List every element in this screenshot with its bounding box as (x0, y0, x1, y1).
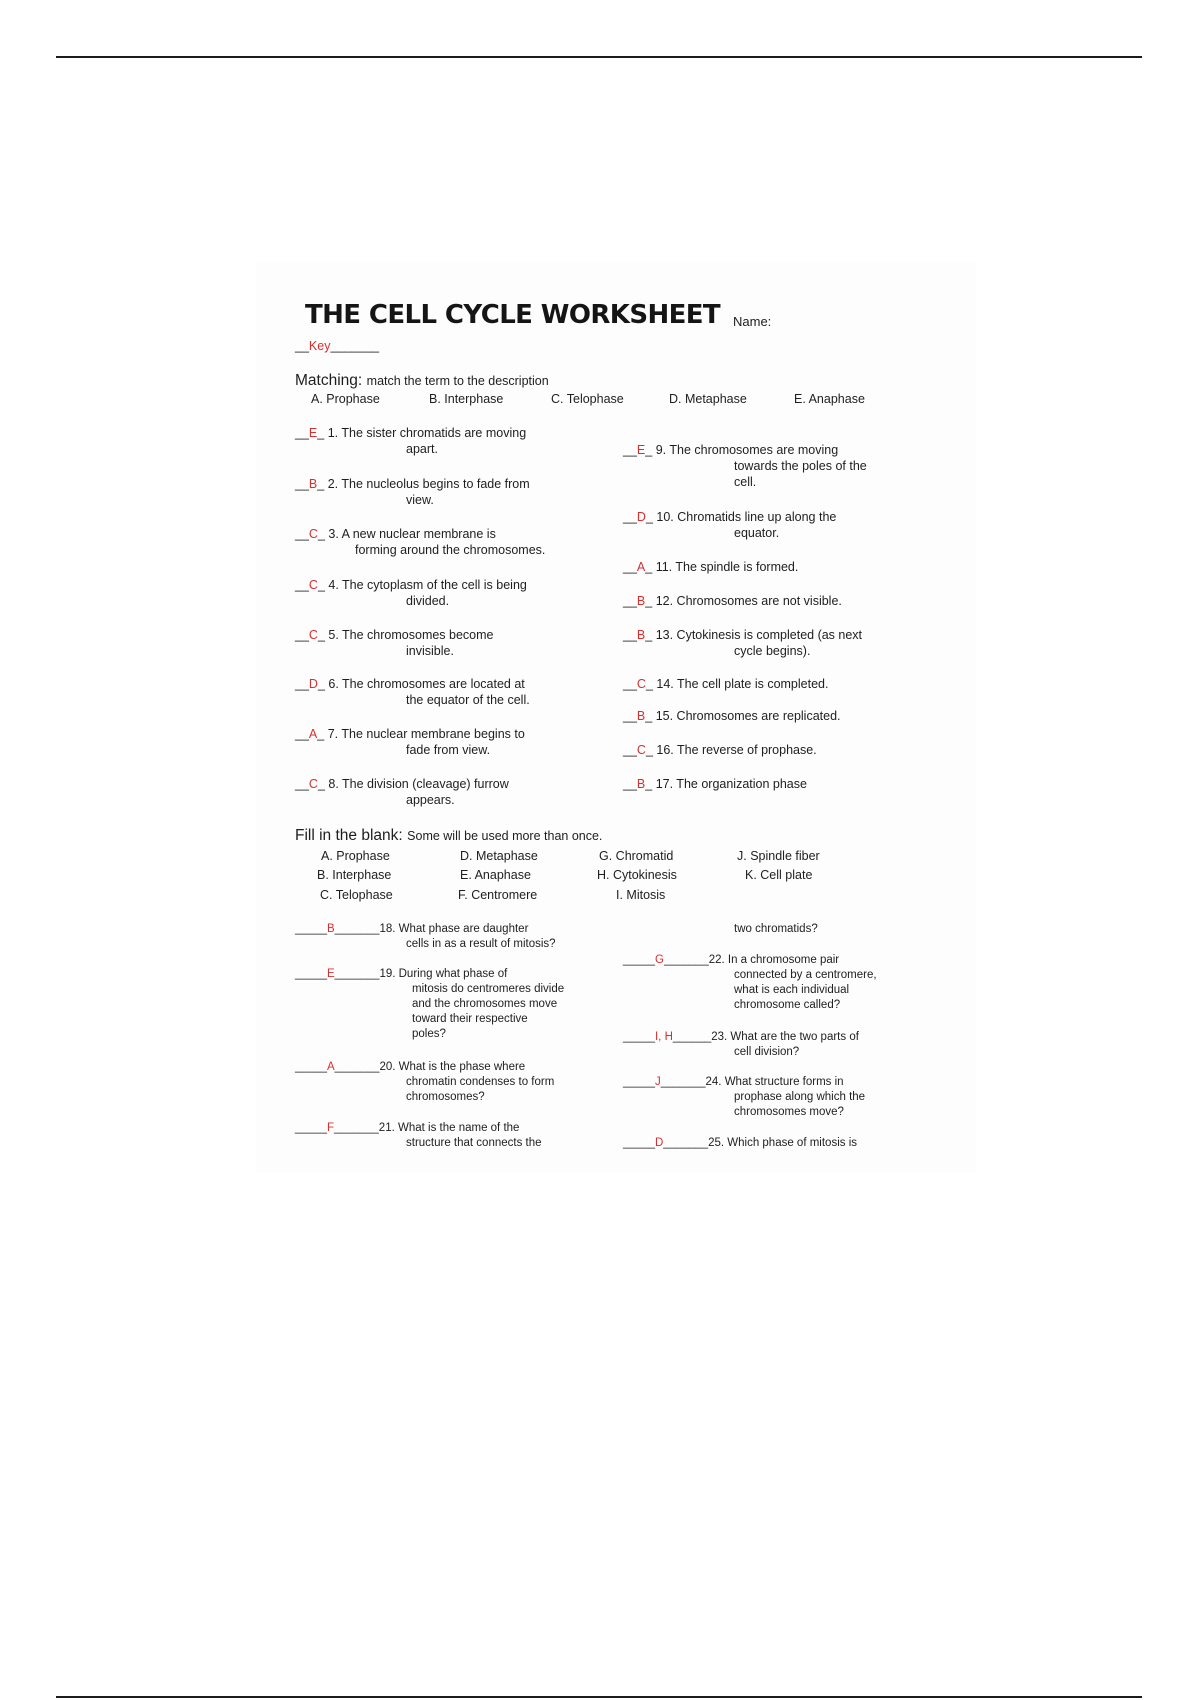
fill-in-option: C. Telophase (320, 888, 393, 902)
matching-question: __D_ 6. The chromosomes are located at the equator of the cell. (295, 677, 530, 707)
matching-question: __B_ 17. The organization phase (623, 777, 807, 791)
matching-question: __B_ 12. Chromosomes are not visible. (623, 594, 842, 608)
matching-option: B. Interphase (429, 392, 504, 406)
fill-in-option: E. Anaphase (460, 868, 531, 882)
answer: C (308, 578, 318, 592)
matching-question: __D_ 10. Chromatids line up along the equator. (623, 510, 837, 540)
answer: A (326, 1061, 335, 1073)
answer: G (654, 954, 664, 966)
answer: D (654, 1137, 664, 1149)
key-line: __Key_______ (295, 339, 380, 353)
answer: A (636, 560, 646, 574)
matching-question: __A_ 7. The nuclear membrane begins to fade from view. (295, 727, 525, 757)
matching-option: A. Prophase (311, 392, 380, 406)
fill-in-option: A. Prophase (321, 849, 390, 863)
matching-instruction: match the term to the description (366, 374, 549, 388)
answer: D (308, 677, 318, 691)
fill-in-question: _____D_______25. Which phase of mitosis is (623, 1137, 857, 1149)
worksheet-title: THE CELL CYCLE WORKSHEET (305, 300, 721, 330)
matching-question: __C_ 16. The reverse of prophase. (623, 743, 817, 757)
fill-in-option: D. Metaphase (460, 849, 538, 863)
matching-heading: Matching: (295, 372, 363, 389)
matching-question: __C_ 14. The cell plate is completed. (623, 677, 829, 691)
fill-in-question: _____I, H______23. What are the two parts of cell division? (623, 1031, 859, 1058)
fill-in-question: _____J_______24. What structure forms in prophase along which the chromosomes move? (623, 1076, 866, 1118)
answer: C (308, 527, 318, 541)
fill-in-question: _____F_______21. What is the name of the structure that connects the (295, 1122, 542, 1149)
matching-question: __C_ 4. The cytoplasm of the cell is being divided. (295, 578, 527, 608)
answer: B (636, 709, 646, 723)
fill-in-question: _____B_______18. What phase are daughter cells in as a result of mitosis? (295, 923, 556, 950)
matching-question: __B_ 15. Chromosomes are replicated. (623, 709, 841, 723)
answer: C (308, 628, 318, 642)
key-label: Key (308, 339, 331, 353)
fill-in-heading-line (295, 827, 602, 845)
answer: B (636, 777, 646, 791)
fill-in-question: _____A_______20. What is the phase where chromatin condenses to form chromosomes? (295, 1061, 555, 1103)
page-bottom-rule (56, 1696, 1142, 1698)
answer: E (636, 443, 646, 457)
answer: C (636, 677, 646, 691)
name-label: Name: (733, 314, 772, 329)
matching-question: __E_ 1. The sister chromatids are moving apart. (295, 426, 527, 456)
matching-question: __C_ 8. The division (cleavage) furrow appears. (295, 777, 509, 807)
answer: B (636, 594, 646, 608)
answer: B (326, 923, 335, 935)
answer: D (636, 510, 646, 524)
matching-question: __B_ 2. The nucleolus begins to fade from view. (295, 477, 530, 507)
fill-in-option: I. Mitosis (616, 888, 666, 902)
matching-question: __B_ 13. Cytokinesis is completed (as next cycle begins). (623, 628, 863, 658)
answer: F (326, 1122, 335, 1134)
matching-question: __C_ 5. The chromosomes become invisible. (295, 628, 494, 658)
answer: E (308, 426, 318, 440)
answer: J (654, 1076, 661, 1088)
page-top-rule (56, 56, 1142, 58)
answer: C (636, 743, 646, 757)
fill-in-heading: Fill in the blank: (295, 827, 403, 844)
matching-heading-line (295, 372, 549, 390)
answer: B (308, 477, 318, 491)
fill-in-option: B. Interphase (317, 868, 392, 882)
answer: E (326, 968, 335, 980)
fill-in-option: G. Chromatid (599, 849, 674, 863)
fill-in-question: _____E_______19. During what phase of mitosis do centromeres divide and the chromosomes move toward their respective poles? (295, 968, 565, 1040)
fill-in-continuation: two chromatids? (734, 923, 818, 935)
answer: C (308, 777, 318, 791)
matching-option: D. Metaphase (669, 392, 747, 406)
fill-in-option: F. Centromere (458, 888, 538, 902)
fill-in-question: _____G_______22. In a chromosome pair connected by a centromere, what is each individual chromosome called? (623, 954, 877, 1011)
matching-question: __C_ 3. A new nuclear membrane is forming around the chromosomes. (295, 527, 546, 557)
fill-in-option: H. Cytokinesis (597, 868, 677, 882)
matching-option: E. Anaphase (794, 392, 865, 406)
matching-question: __A_ 11. The spindle is formed. (623, 560, 799, 574)
answer: I, H (654, 1031, 673, 1043)
fill-in-option: J. Spindle fiber (737, 849, 820, 863)
fill-in-option: K. Cell plate (745, 868, 813, 882)
answer: B (636, 628, 646, 642)
answer: A (308, 727, 318, 741)
fill-in-instruction: Some will be used more than once. (407, 829, 603, 843)
matching-option: C. Telophase (551, 392, 624, 406)
matching-question: __E_ 9. The chromosomes are moving towards the poles of the cell. (623, 443, 867, 489)
